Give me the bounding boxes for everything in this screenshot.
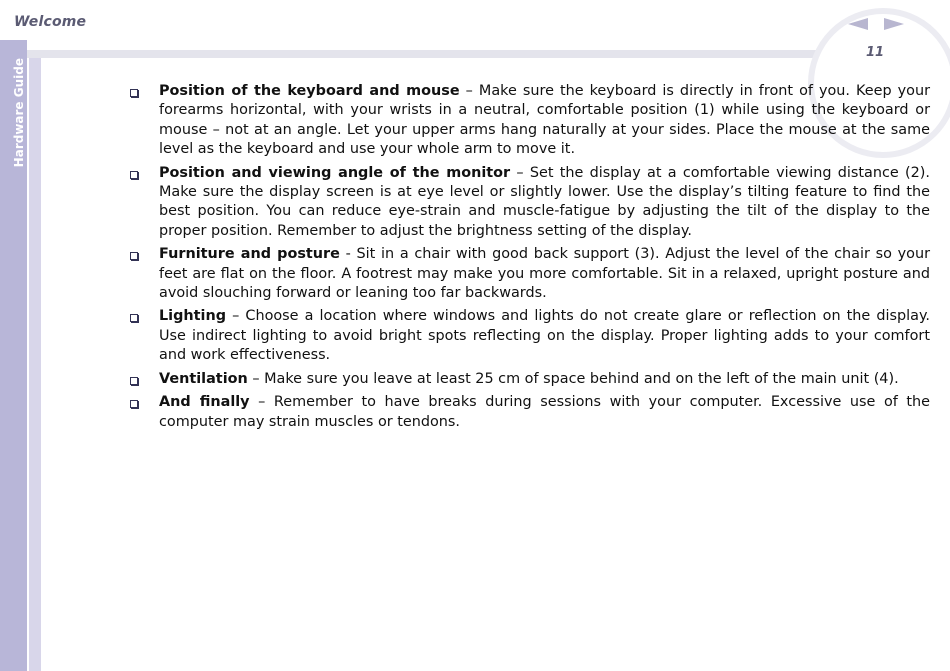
list-item-furniture <box>130 245 930 303</box>
item-heading: Furniture and posture <box>159 246 340 263</box>
sidebar-label: Hardware Guide <box>12 58 26 168</box>
item-text: – Make sure the keyboard is directly in front of you. Keep your forearms horizontal, with your wrists in a neutral, comfortable position (1) while using the keyboard or mouse – not at an angle. Let your upper arms hang naturally at your sides. Place the mouse at the same level as the keyboard and use your whole arm to move it. <box>159 83 930 158</box>
item-heading: Position and viewing angle of the monitor <box>159 164 511 181</box>
item-text: – Make sure you leave at least 25 cm of space behind and on the left of the main unit (4). <box>247 370 899 387</box>
item-text: – Set the display at a comfortable viewing distance (2). Make sure the display screen is at eye level or slightly lower. Use the display’s tilting feature to find the best position. You can reduce eye-strain and muscle-fatigue by adjusting the tilt of the display to the proper position. Remember to adjust the brightness setting of the display. <box>159 164 930 239</box>
item-text: – Remember to have breaks during sessions with your computer. Excessive use of the computer may strain muscles or tendons. <box>159 394 931 430</box>
previous-page-icon[interactable] <box>848 18 868 30</box>
section-title: Welcome <box>14 14 87 30</box>
item-heading: Ventilation <box>159 370 248 387</box>
bullet-icon <box>130 89 138 97</box>
list-item-lighting <box>130 307 930 365</box>
bullet-icon <box>130 314 138 322</box>
bullet-icon <box>130 171 138 179</box>
item-heading: Lighting <box>159 308 227 325</box>
list-item-keyboard-mouse <box>130 82 930 160</box>
header-rule <box>27 50 827 58</box>
next-page-icon[interactable] <box>884 18 904 30</box>
bullet-icon <box>130 377 138 385</box>
item-heading: Position of the keyboard and mouse <box>159 83 460 99</box>
list-item-and-finally <box>130 393 930 432</box>
ergonomics-list <box>130 82 930 436</box>
item-text: - Sit in a chair with good back support (3). Adjust the level of the chair so your feet are flat on the floor. A footrest may make you more comfortable. Sit in a relaxed, upright posture and avoid slouching forward or leaning too far backwards. <box>159 246 930 302</box>
item-text: – Choose a location where windows and lights do not create glare or reflection on the display. Use indirect lighting to avoid bright spots reflecting on the display. Proper lighting adds to your comfort and work effectiveness. <box>159 308 930 364</box>
bullet-icon <box>130 252 138 260</box>
sidebar-stripe <box>29 50 41 671</box>
page-number: 11 <box>866 45 885 60</box>
list-item-monitor <box>130 164 930 242</box>
list-item-ventilation <box>130 370 930 389</box>
item-heading: And finally <box>159 394 250 411</box>
bullet-icon <box>130 400 138 408</box>
